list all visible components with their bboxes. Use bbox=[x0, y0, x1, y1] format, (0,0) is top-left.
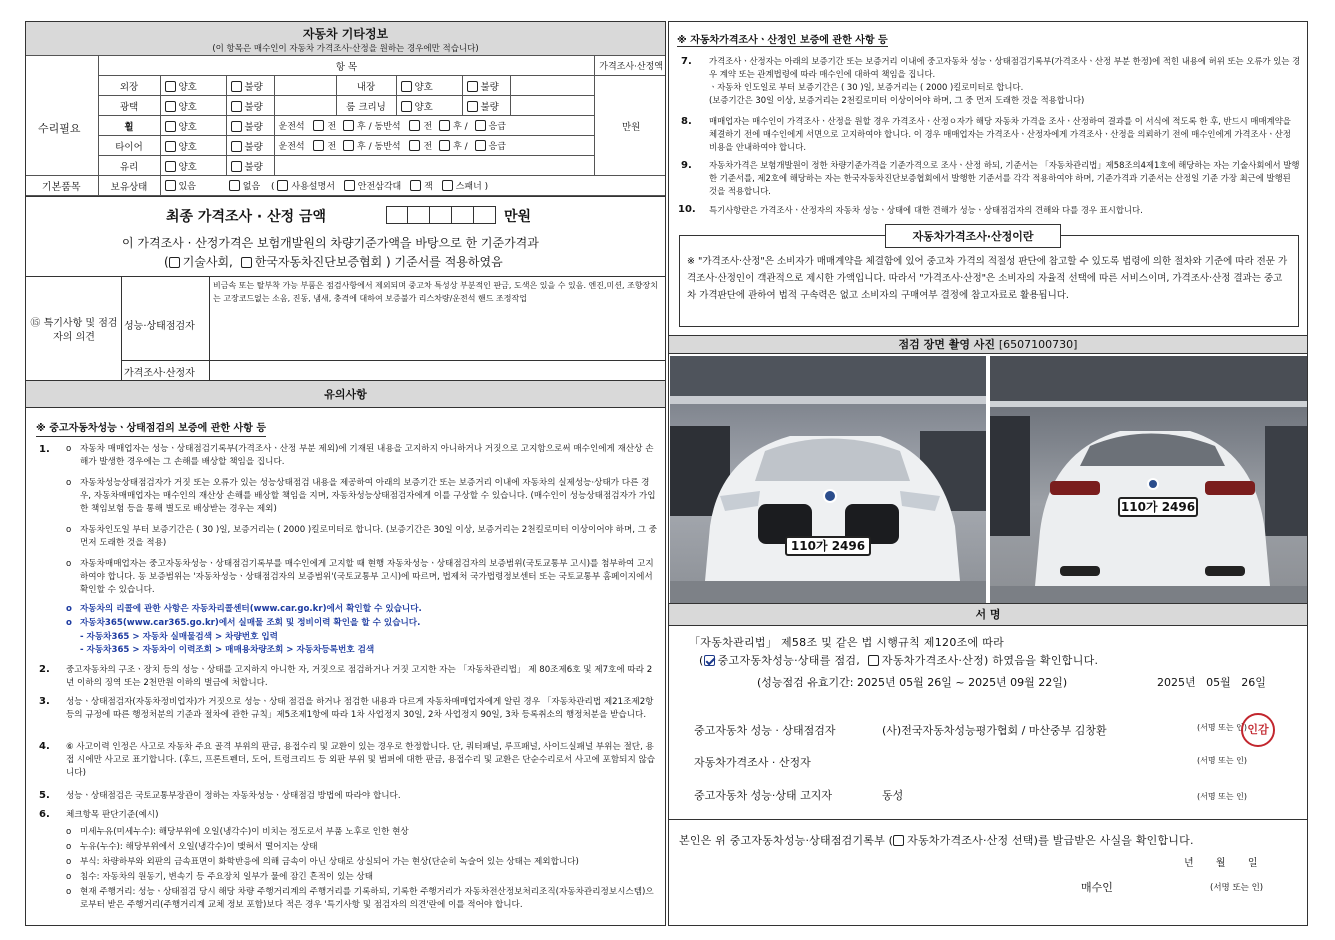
option-label: 전 bbox=[423, 122, 433, 132]
notice-1a: 자동차 매매업자는 성능ㆍ상태점검기록부(가격조사ㆍ산정 부분 제외)에 기재된 내용을 고지하지 아니하거나 거짓으로 고지함으로써 매수인에게 재산상 손해가 발생한 경우에는 그 손해를 배상할 책임을 집니다. bbox=[80, 444, 654, 467]
option-label: 불량 bbox=[480, 101, 499, 113]
perf-inspector-label: 성능·상태점검자 bbox=[124, 321, 195, 332]
checkbox[interactable] bbox=[241, 257, 252, 268]
driver-label: 운전석 bbox=[278, 122, 305, 132]
checkbox[interactable] bbox=[231, 161, 242, 172]
option-label: 후 bbox=[453, 122, 462, 132]
row-label-glass: 유리 bbox=[98, 156, 160, 176]
option-label: 양호 bbox=[178, 161, 197, 173]
buyer-label: 매수인 bbox=[1081, 881, 1113, 894]
row-label-gloss: 광택 bbox=[98, 96, 160, 116]
row-label-wheel: 휠 bbox=[98, 116, 160, 136]
option-label: 양호 bbox=[414, 81, 433, 93]
notices-section: 유의사항 ※ 중고자동차성능ㆍ상태점검의 보증에 관한 사항 등 1. o 자동차 매매업자는 성능ㆍ상태점검기록부(가격조사ㆍ산정 부분 제외)에 기재된 내용을 고지하지 아니하거나 거짓으로 고지함으로써 매수인에게 재산상 손해가 발생한 경우에는 그 손해를 배상할 책임을 집니다. o 자동차성능상태점검자가 거짓 또는 오류가 있는 성능상태점검 내용을 제공하여 아래의 보증기간 또는 보증거리 이내에 자동차의 실제성능·상태가 다른 경우, 자동차매매업자는 매수인의 재산상 손해를 배상할 책임을 지며, 자동차성능상태점검자에게 이를 구상할 수 있습니다. (매수인이 성능상태점검자가 가입한 책임보험 등을 통해 별도로 배상받는 경우는 제외) o 자동차인도일 부터 보증기간은 ( 30 )일, 보증거리는 ( 2000 )킬로미터로 합니다. (보증기간은 30일 이상, 보증거리는 2천킬로미터 이상이어야 하며, 그 중 먼저 도래한 것을 적용) o 자동차매매업자는 중고자동차성능ㆍ상태점검기록부를 매수인에게 고지할 때 현행 자동차성능ㆍ상태점검자의 보증범위(국토교통부 고시)를 첨부하여 고지하여야 합니다. 동 보증범위는 '자동차성능ㆍ상태점검자의 보증범위'(국토교통부 고시)에 따르며, 법제처 국가법령정보센터 또는 국토교통부 홈페이지에서 확인할 수 있습니다. o 자동차의 리콜에 관한 사항은 자동차리콜센터(www.car.go.kr)에서 확인할 수 있습니다. o 자동차365(www.car365.go.kr)에서 실매물 조회 및 정비이력 확인을 할 수 있습니다. - 자동차365 > 자동차 실매물검색 > 차량번호 입력 - 자동차365 > 자동차이 이력조회 > 매매용차량조회 > 자동차등록번호 검색 2. 중고자동차의 구조ㆍ장치 등의 성능ㆍ상태를 고지하지 아니한 자, 거짓으로 점검하거나 거짓 고지한 자는 「자동차관리법」 제 80조제6호 및 제7호에 따라 2년 이하의 징역 또는 2천만원 이하의 벌금에 처합니다. 3. 성능ㆍ상태점검자(자동차정비업자)가 거짓으로 성능ㆍ상태 점검을 하거나 점검한 내용과 다르게 자동차매매업자에게 알린 경우 「자동차관리법 제21조제2항 등의 규정에 따른 행정처분의 기준과 절차에 관한 규칙」제5조제1항에 따라 1차 사업정지 30일, 2차 사업정지 90일, 3차 등록취소의 행정처분을 받습니다. 4. ⑥ 사고이력 인정은 사고로 자동차 주요 골격 부위의 판금, 용접수리 및 교환이 있는 경우로 한정합니다. 단, 쿼터패널, 루프패널, 사이드실패널 부위는 절단, 용접 시에만 사고로 표기합니다. (후드, 프론트펜더, 도어, 트렁크리드 등 외판 부위 및 범퍼에 대한 판금, 용접수리 및 교환은 단순수리로서 사고에 포함되지 않습니다) 5. 성능ㆍ상태점검은 국토교통부장관이 정하는 자동차성능ㆍ상태점검 방법에 따라야 합니다. 6. 체크항목 판단기준(예시) o 미세누유(미세누수): 해당부위에 오일(냉각수)이 비치는 정도로서 부품 노후로 인한 현상 o 누유(누수): 해당부위에서 오일(냉각수)이 맺혀서 떨어지는 상태 o 부식: 차량하부와 외판의 금속표면이 화학반응에 의해 금속이 아닌 상태로 상실되어 가는 현상(단순히 녹슬어 있는 상태는 제외합니다) o 침수: 자동차의 원동기, 변속기 등 주요장치 일부가 물에 잠긴 흔적이 있는 상태 o 현재 주행거리: 성능ㆍ상태점검 당시 해당 차량 주행거리계의 주행거리를 기록하되, 기록한 주행거리가 자동차전산정보처리조직(자동차관리정보시스템)으로부터 받은 주행거리(주행거리계 교체 정보 포함)보다 적은 경우 '특기사항 및 점검자의 의견'란에 이를 적어야 합니다. bbox=[25, 381, 666, 926]
notice-1e: 자동차의 리콜에 관한 사항은 자동차리콜센터(www.car.go.kr)에서 확인할 수 있습니다. bbox=[80, 604, 422, 614]
option-label: 양호 bbox=[178, 81, 197, 93]
open-paren: ( bbox=[164, 255, 169, 269]
option-label: 응급 bbox=[488, 122, 506, 132]
option-label: 후 bbox=[357, 122, 366, 132]
price-person-label: 자동차가격조사 · 산정자 bbox=[694, 756, 811, 769]
checkbox[interactable] bbox=[165, 81, 176, 92]
col-price-header: 가격조사·산정액 bbox=[595, 56, 666, 76]
guarantee-10: 특기사항란은 가격조사ㆍ산정자의 자동차 성능ㆍ상태에 대한 견해가 성능ㆍ상태점검자의 견해와 다를 경우 표시합니다. bbox=[709, 205, 1143, 215]
guarantee-7: 가격조사ㆍ산정자는 아래의 보증기간 또는 보증거리 이내에 중고자동차 성능ㆍ상태점검기록부(가격조사ㆍ산정 부분 한정)에 적힌 내용에 허위 또는 오류가 있는 경우 계약 또는 관계법령에 따라 매수인에 대하여 책임을 집니다. ㆍ자동차 인도일로 부터 보증기간은 ( 30 )일, 보증거리는 ( 2000 )킬로미터로 합니다. (보증기간은 30일 이상, 보증거리는 2천킬로미터 이상이어야 하며, 그 중 먼저 도래한 것을 적용합니다) bbox=[709, 56, 1301, 105]
price-person-sign-hint: (서명 또는 인) bbox=[1197, 756, 1247, 765]
guarantee-9: 자동차가격은 보험개발원이 정한 차량기준가격을 기준가격으로 조사ㆍ산정 하되, 기준서는 「자동차관리법」제58조의4제1호에 해당하는 자는 기술사회에서 발행한 기준서를, 제2호에 해당하는 자는 한국자동차진단보증협회에서 발행한 기준서를 각각 적용하여야 하며, 기준가격과 기준서는 산정일 기준 가장 최근에 발행된 것을 적용합니다. bbox=[709, 160, 1300, 196]
notice-1b: 자동차성능상태점검자가 거짓 또는 오류가 있는 성능상태점검 내용을 제공하여 아래의 보증기간 또는 보증거리 이내에 자동차의 실제성능·상태가 다른 경우, 자동차매매업자는 매수인의 재산상 손해를 배상할 책임을 지며, 자동차성능상태점검자에게 이를 구상할 수 있습니다. (매수인이 성능상태점검자가 가입한 책임보험 등을 통해 별도로 배상받는 경우는 제외) bbox=[80, 478, 656, 514]
price-unit: 만원 bbox=[595, 76, 666, 176]
notice-2: 중고자동차의 구조ㆍ장치 등의 성능ㆍ상태를 고지하지 아니한 자, 거짓으로 점검하거나 거짓 고지한 자는 「자동차관리법」 제 80조제6호 및 제7호에 따라 2년 이하의 징역 또는 2천만원 이하의 벌금에 처합니다. bbox=[66, 665, 653, 688]
notice-6e: 현재 주행거리: 성능ㆍ상태점검 당시 해당 차량 주행거리계의 주행거리를 기록하되, 기록한 주행거리가 자동차전산정보처리조직(자동차관리정보시스템)으로부터 받은 주행거리(주행거리계 교체 정보 포함)보다 적은 경우 '특기사항 및 점검자의 의견'란에 이를 적어야 합니다. bbox=[80, 887, 654, 910]
checkbox[interactable] bbox=[401, 81, 412, 92]
signature-check-line bbox=[699, 652, 1098, 668]
option-label: 양호 bbox=[178, 141, 197, 153]
checkbox[interactable] bbox=[401, 101, 412, 112]
option-label: 전 bbox=[327, 142, 337, 152]
option-label: 사용설명서 bbox=[291, 182, 335, 192]
checkbox[interactable] bbox=[165, 161, 176, 172]
notice-1d: 자동차매매업자는 중고자동차성능ㆍ상태점검기록부를 매수인에게 고지할 때 현행 자동차성능ㆍ상태점검자의 보증범위(국토교통부 고시)를 첨부하여 고지하여야 합니다. 동 보증범위는 '자동차성능ㆍ상태점검자의 보증범위'(국토교통부 고시)에 따르며, 법제처 국가법령정보센터 또는 국토교통부 홈페이지에서 확인할 수 있습니다. bbox=[80, 559, 654, 595]
checkbox[interactable] bbox=[343, 140, 354, 151]
checkbox[interactable] bbox=[467, 101, 478, 112]
notice-6: 체크항목 판단기준(예시) bbox=[66, 810, 159, 820]
final-price-note-2 bbox=[164, 253, 503, 270]
col-item-header: 항 목 bbox=[98, 56, 595, 76]
front-car-photo bbox=[670, 356, 986, 603]
checkbox[interactable] bbox=[343, 120, 354, 131]
photo-id: [6507100730] bbox=[998, 338, 1078, 351]
option-label: 안전삼각대 bbox=[357, 182, 402, 192]
notice-6b: 누유(누수): 해당부위에서 오일(냉각수)이 맺혀서 떨어지는 상태 bbox=[80, 842, 318, 852]
seal-text: 인감 bbox=[1247, 723, 1269, 736]
option-label: 스패너 bbox=[455, 182, 482, 192]
section-header bbox=[26, 22, 665, 56]
notice-1f: 자동차365(www.car365.go.kr)에서 실매물 조회 및 정비이력 확인을 할 수 있습니다. bbox=[80, 618, 421, 628]
checkbox[interactable] bbox=[231, 141, 242, 152]
notifier-sign-hint: (서명 또는 인) bbox=[1197, 792, 1247, 801]
sign-date: 2025년 05월 26일 bbox=[1157, 676, 1266, 689]
option-label: 없음 bbox=[242, 182, 261, 192]
checkbox[interactable] bbox=[410, 180, 421, 191]
notice-6d: 침수: 자동차의 원동기, 변속기 등 주요장치 일부가 물에 잠긴 흔적이 있는 상태 bbox=[80, 872, 374, 882]
notifier-label: 중고자동차 성능·상태 고지자 bbox=[694, 789, 833, 802]
option-label: 불량 bbox=[244, 121, 263, 133]
notices-subheader: ※ 중고자동차성능ㆍ상태점검의 보증에 관한 사항 등 bbox=[36, 419, 266, 437]
checkbox[interactable] bbox=[277, 180, 288, 191]
checkbox[interactable] bbox=[231, 81, 242, 92]
buyer-date: 년 월 일 bbox=[1184, 858, 1258, 869]
option-label: 불량 bbox=[244, 81, 263, 93]
checkbox[interactable] bbox=[344, 180, 355, 191]
row-label-interior: 내장 bbox=[336, 76, 396, 96]
passenger-label: 동반석 bbox=[374, 122, 401, 132]
signature-law-line: 「자동차관리법」 제58조 및 같은 법 시행규칙 제120조에 따라 bbox=[689, 636, 1005, 649]
definition-text: ※ "가격조사·산정"은 소비자가 매매계약을 체결함에 있어 중고차 가격의 적절성 판단에 참고할 수 있도록 법령에 의한 절차와 기준에 따라 전문 가격조사·산정인이 객관적으로 제시한 가액입니다. 따라서 "가격조사·산정"은 소비자의 자율적 선택에 따른 서비스이며, 가격조사·산정 결과는 중고차 가격판단에 관하여 법적 구속력은 없고 소비자의 구매여부 결정에 참고자료로 활용됩니다. bbox=[687, 256, 1288, 301]
notice-1h: - 자동차365 > 자동차이 이력조회 > 매매용차량조회 > 자동차등록번호 검색 bbox=[80, 645, 375, 655]
notice-1g: - 자동차365 > 자동차 실매물검색 > 차량번호 입력 bbox=[80, 632, 278, 642]
notice-6a: 미세누유(미세누수): 해당부위에 오일(냉각수)이 비치는 정도로서 부품 노후로 인한 현상 bbox=[80, 827, 409, 837]
repair-needed-label: 수리필요 bbox=[38, 122, 81, 135]
rear-car-illustration bbox=[990, 356, 1308, 603]
guarantee-title: ※ 자동차가격조사ㆍ산정인 보증에 관한 사항 등 bbox=[677, 31, 888, 47]
section-title: 자동차 기타정보 bbox=[302, 27, 389, 41]
row-label-room-cleaning: 룸 크리닝 bbox=[336, 96, 396, 116]
option-label: 중고자동차성능·상태를 점검, bbox=[717, 654, 861, 667]
option-label: 후 bbox=[357, 142, 366, 152]
checkbox[interactable] bbox=[313, 120, 324, 131]
signature-header: 서 명 bbox=[669, 604, 1307, 626]
notices-header: 유의사항 bbox=[26, 381, 665, 408]
possession-label: 보유상태 bbox=[98, 176, 160, 196]
option-label: 불량 bbox=[244, 141, 263, 153]
final-price-boxes[interactable] bbox=[386, 206, 496, 224]
checkbox[interactable] bbox=[313, 140, 324, 151]
opinion-section bbox=[25, 277, 666, 381]
final-price-section bbox=[25, 197, 666, 277]
checkbox-perf-inspection[interactable] bbox=[704, 655, 715, 666]
option-label: 양호 bbox=[414, 101, 433, 113]
option-label: 자동차가격조사·산정) 하였음을 확인합니다. bbox=[881, 654, 1099, 667]
final-price-label: 최종 가격조사 · 산정 금액 bbox=[166, 209, 327, 225]
option-label: 불량 bbox=[480, 81, 499, 93]
option-label: 잭 bbox=[424, 182, 433, 192]
passenger-label: 동반석 bbox=[374, 142, 401, 152]
signature-section bbox=[668, 604, 1308, 926]
option-label: 양호 bbox=[178, 121, 197, 133]
option-label: 한국자동차진단보증협회 ) 기준서를 적용하였음 bbox=[254, 255, 503, 269]
front-plate: 110가 2496 bbox=[785, 536, 871, 556]
guarantee-8: 매매업자는 매수인이 가격조사ㆍ산정을 원할 경우 가격조사ㆍ산정ㅇ자가 해당 자동차 가격을 조사ㆍ산정하여 결과를 이 서식에 적도록 한 후, 반드시 매매계약을 체결하기 전에 매수인에게 서면으로 고지하여야 합니다. 이 경우 매매업자는 가격조사ㆍ산정자에게 가격조사ㆍ산정을 의뢰하기 전에 매수인에게 가격조사ㆍ산정 비용을 안내하여야 합니다. bbox=[709, 116, 1291, 152]
checkbox-price-selection[interactable] bbox=[893, 835, 904, 846]
inspector-label: 중고자동차 성능 · 상태점검자 bbox=[694, 724, 836, 737]
checkbox[interactable] bbox=[165, 180, 176, 191]
checkbox[interactable] bbox=[165, 141, 176, 152]
buyer-confirm: 본인은 위 중고자동차성능·상태점검기록부 ( 자동차가격조사·산정 선택)를 발급받은 사실을 확인합니다. bbox=[679, 834, 1194, 847]
checkbox[interactable] bbox=[467, 81, 478, 92]
basic-items-label: 기본품목 bbox=[25, 176, 98, 196]
open-paren: ( bbox=[699, 654, 704, 667]
notice-4: ⑥ 사고이력 인정은 사고로 자동차 주요 골격 부위의 판금, 용접수리 및 교환이 있는 경우로 한정합니다. 단, 쿼터패널, 루프패널, 사이드실패널 부위는 절단, 용접 시에만 사고로 표기합니다. (후드, 프론트펜더, 도어, 트렁크리드 등 외판 부위 및 범퍼에 대한 판금, 용접수리 및 교환은 단순수리로서 사고에 포함되지 않습니다) bbox=[66, 742, 656, 778]
opinion-label: ⑮ 특기사항 및 점검자의 의견 bbox=[30, 318, 118, 343]
checkbox[interactable] bbox=[409, 120, 420, 131]
checkbox[interactable] bbox=[475, 120, 486, 131]
opinion-text: 비금속 또는 탈부착 가능 부품은 점검사항에서 제외되며 중고차 특성상 부분적인 판금, 도색은 있을 수 있음. 엔진,미션, 조향장치는 고장코드없는 소음, 진동, 냄새, 충격에 대하여 보증불가 리스차량/운전석 핸드 조정작업 bbox=[213, 281, 658, 303]
notice-3: 성능ㆍ상태점검자(자동차정비업자)가 거짓으로 성능ㆍ상태 점검을 하거나 점검한 내용과 다르게 자동차매매업자에게 알린 경우 「자동차관리법 제21조제2항 등의 규정에 따른 행정처분의 기준과 절차에 관한 규칙」제5조제1항에 따라 1차 사업정지 30일, 2차 사업정지 90일, 3차 등록취소의 행정처분을 받습니다. bbox=[66, 697, 654, 720]
option-label: 전 bbox=[423, 142, 433, 152]
price-inspector-label: 가격조사·산정자 bbox=[124, 368, 195, 379]
rear-plate: 110가 2496 bbox=[1118, 497, 1198, 517]
final-price-note-1: 이 가격조사 · 산정가격은 보험개발원의 차량기준가액을 바탕으로 한 기준가격과 bbox=[122, 236, 539, 250]
inspector-name: (사)전국자동차성능평가협회 / 마산중부 김창환 bbox=[882, 724, 1107, 737]
inspector-sign-hint: (서명 또는 인) bbox=[1197, 723, 1247, 732]
row-label-exterior: 외장 bbox=[98, 76, 160, 96]
repair-table: 항 목 가격조사·산정액 외장 양호 불량 내장 양호 불량 만원 광택 양호 불량 룸 크리닝 양호 불량 휠 양호 불량 운전석 전 후 / 동반석 전 후 / 응급 타이어 양호 불량 운전석 전 후 / 동반석 전 후 / 응급 유리 양호 불량 기본품목 보유상태 있음 없음 ( 사용설명서 안전삼각대 잭 스패너 ) bbox=[25, 55, 666, 196]
seal-stamp bbox=[1241, 713, 1275, 747]
checkbox[interactable] bbox=[475, 140, 486, 151]
validity-period: (성능점검 유효기간: 2025년 05월 26일 ~ 2025년 09월 22일) bbox=[757, 676, 1068, 689]
option-label: 있음 bbox=[178, 182, 196, 192]
checkbox[interactable] bbox=[229, 180, 240, 191]
option-label: 양호 bbox=[178, 101, 197, 113]
photo-header bbox=[669, 336, 1307, 354]
photo-section bbox=[668, 336, 1308, 604]
price-guarantee-section: ※ 자동차가격조사ㆍ산정인 보증에 관한 사항 등 7. 가격조사ㆍ산정자는 아래의 보증기간 또는 보증거리 이내에 중고자동차 성능ㆍ상태점검기록부(가격조사ㆍ산정 부분 한정)에 적힌 내용에 허위 또는 오류가 있는 경우 계약 또는 관계법령에 따라 매수인에 대하여 책임을 집니다. ㆍ자동차 인도일로 부터 보증기간은 ( 30 )일, 보증거리는 ( 2000 )킬로미터로 합니다. (보증기간은 30일 이상, 보증거리는 2천킬로미터 이상이어야 하며, 그 중 먼저 도래한 것을 적용합니다) 8. 매매업자는 매수인이 가격조사ㆍ산정을 원할 경우 가격조사ㆍ산정ㅇ자가 해당 자동차 가격을 조사ㆍ산정하여 결과를 이 서식에 적도록 한 후, 반드시 매매계약을 체결하기 전에 매수인에게 서면으로 고지하여야 합니다. 이 경우 매매업자는 가격조사ㆍ산정자에게 가격조사ㆍ산정을 의뢰하기 전에 매수인에게 가격조사ㆍ산정 비용을 안내하여야 합니다. 9. 자동차가격은 보험개발원이 정한 차량기준가격을 기준가격으로 조사ㆍ산정 하되, 기준서는 「자동차관리법」제58조의4제1호에 해당하는 자는 기술사회에서 발행한 기준서를, 제2호에 해당하는 자는 한국자동차진단보증협회에서 발행한 기준서를 각각 적용하여야 하며, 기준가격과 기준서는 산정일 기준 가장 최근에 발행된 것을 적용합니다. 10. 특기사항란은 가격조사ㆍ산정자의 자동차 성능ㆍ상태에 대한 견해가 성능ㆍ상태점검자의 견해와 다를 경우 표시합니다. 자동차가격조사·산정이란 ※ "가격조사·산정"은 소비자가 매매계약을 체결함에 있어 중고차 가격의 적절성 판단에 참고할 수 있도록 법령에 의한 절차와 기준에 따라 전문 가격조사·산정인이 객관적으로 제시한 가액입니다. 따라서 "가격조사·산정"은 소비자의 자율적 선택에 따른 서비스이며, 가격조사·산정 결과는 중고차 가격판단에 관하여 법적 구속력은 없고 소비자의 구매여부 결정에 참고자료로 활용됩니다. bbox=[668, 21, 1308, 336]
vehicle-other-info-section bbox=[25, 21, 666, 197]
checkbox[interactable] bbox=[231, 121, 242, 132]
checkbox[interactable] bbox=[439, 140, 450, 151]
section-subtitle: (이 항목은 매수인이 자동차 가격조사·산정을 원하는 경우에만 적습니다) bbox=[212, 44, 479, 54]
checkbox[interactable] bbox=[442, 180, 453, 191]
option-label: 응급 bbox=[488, 142, 506, 152]
front-car-illustration bbox=[670, 356, 986, 603]
row-label-tire: 타이어 bbox=[98, 136, 160, 156]
driver-label: 운전석 bbox=[278, 142, 305, 152]
checkbox[interactable] bbox=[165, 101, 176, 112]
checkbox[interactable] bbox=[439, 120, 450, 131]
photo-title: 점검 장면 촬영 사진 bbox=[898, 338, 996, 351]
notice-6c: 부식: 차량하부와 외판의 금속표면이 화학반응에 의해 금속이 아닌 상태로 상실되어 가는 현상(단순히 녹슬어 있는 상태는 제외합니다) bbox=[80, 857, 579, 867]
notice-1c: 자동차인도일 부터 보증기간은 ( 30 )일, 보증거리는 ( 2000 )킬로미터로 합니다. (보증기간은 30일 이상, 보증거리는 2천킬로미터 이상이어야 하며, 그 중 먼저 도래한 것을 적용) bbox=[80, 525, 658, 548]
notifier-name: 동성 bbox=[882, 789, 904, 802]
checkbox[interactable] bbox=[169, 257, 180, 268]
notice-5: 성능ㆍ상태점검은 국토교통부장관이 정하는 자동차성능ㆍ상태점검 방법에 따라야 합니다. bbox=[66, 791, 401, 801]
option-label: 후 bbox=[453, 142, 462, 152]
rear-car-photo bbox=[990, 356, 1308, 603]
option-label: 전 bbox=[327, 122, 337, 132]
checkbox[interactable] bbox=[165, 121, 176, 132]
checkbox-price-inspection[interactable] bbox=[868, 655, 879, 666]
checkbox[interactable] bbox=[231, 101, 242, 112]
option-label: 불량 bbox=[244, 161, 263, 173]
buyer-sign-hint: (서명 또는 인) bbox=[1210, 883, 1264, 893]
checkbox[interactable] bbox=[409, 140, 420, 151]
option-label: 기술사회, bbox=[182, 255, 233, 269]
definition-title: 자동차가격조사·산정이란 bbox=[885, 224, 1061, 248]
final-price-unit: 만원 bbox=[504, 209, 532, 225]
option-label: 불량 bbox=[244, 101, 263, 113]
